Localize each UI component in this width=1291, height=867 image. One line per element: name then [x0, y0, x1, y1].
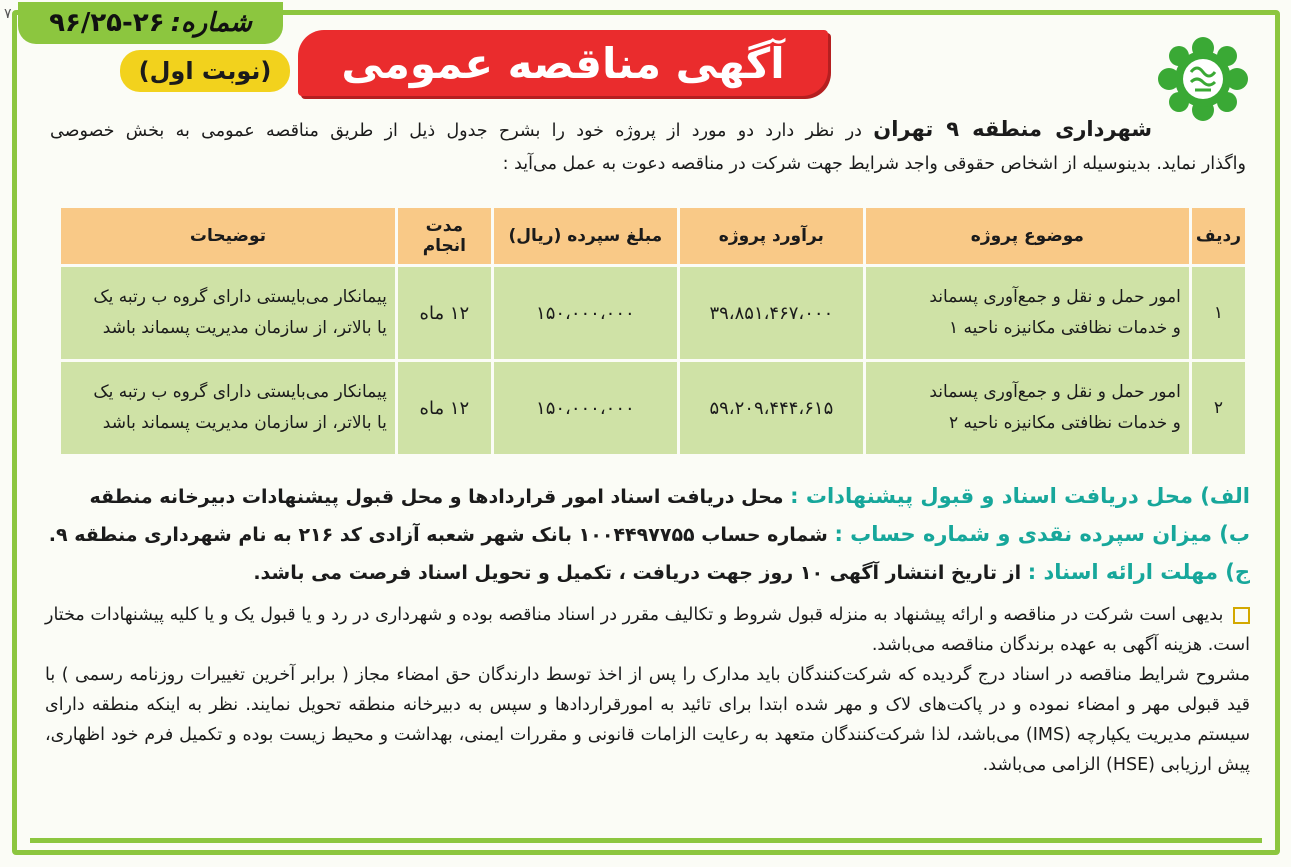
row-subject: [866, 362, 1189, 454]
corner-mark: ۷: [4, 6, 12, 22]
row-notes-line-1: پیمانکار می‌بایستی دارای گروه ب رتبه یک: [93, 382, 387, 402]
notice-number-label: شماره:: [170, 8, 252, 38]
turn-badge: (نوبت اول): [120, 50, 290, 92]
row-notes-line-2: یا بالاتر، از سازمان مدیریت پسماند باشد: [102, 413, 387, 433]
tehran-municipality-logo-icon: [1151, 34, 1255, 124]
section-a-text: محل دریافت اسناد امور قراردادها و محل قبول پیشنهادات دبیرخانه منطقه: [89, 486, 784, 508]
row-deposit: ۱۵۰،۰۰۰،۰۰۰: [494, 362, 677, 454]
row-notes: [61, 362, 395, 454]
intro-line-2: واگذار نماید. بدینوسیله از اشخاص حقوقی واجد شرایط جهت شرکت در مناقصه دعوت به عمل می‌آید :: [502, 154, 1246, 174]
row-deposit: ۱۵۰،۰۰۰،۰۰۰: [494, 267, 677, 359]
header-index: ردیف: [1192, 208, 1245, 264]
section-c-heading: ج) مهلت ارائه اسناد :: [1027, 560, 1250, 584]
notice-number-value: ۹۶/۲۵-۲۶: [49, 8, 165, 38]
row-notes-line-2: یا بالاتر، از سازمان مدیریت پسماند باشد: [102, 318, 387, 338]
section-b-text: شماره حساب ۱۰۰۴۴۹۷۷۵۵ بانک شهر شعبه آزادی کد ۲۱۶ به نام شهرداری منطقه ۹.: [48, 524, 828, 546]
row-subject-line-1: امور حمل و نقل و جمع‌آوری پسماند: [929, 382, 1181, 402]
section-a: [40, 478, 1250, 516]
row-estimate: ۳۹،۸۵۱،۴۶۷،۰۰۰: [680, 267, 863, 359]
header-notes: توضیحات: [61, 208, 395, 264]
row-notes-line-1: پیمانکار می‌بایستی دارای گروه ب رتبه یک: [93, 287, 387, 307]
row-estimate: ۵۹،۲۰۹،۴۴۴،۶۱۵: [680, 362, 863, 454]
organization-name: شهرداری منطقه ۹ تهران: [873, 117, 1152, 141]
row-notes: [61, 267, 395, 359]
section-b: [40, 516, 1250, 554]
table-row: [61, 362, 1245, 454]
notes-paragraph: [45, 600, 1250, 780]
bottom-rule: [30, 838, 1262, 843]
note-2: مشروح شرایط مناقصه در اسناد درج گردیده که شرکت‌کنندگان باید مدارک را پس از اخذ توسط دارندگان حق امضاء مجاز ( برابر آخرین تغییرات روزنامه رسمی ) با قید قبولی مهر و امضاء نموده و در پاکت‌های لاک و مهر شده ابتدا برای تائید به امورقراردادها و سپس به دبیرخانه منطقه تحویل نمایند. نظر به اینکه منطقه دارای سیستم مدیریت یکپارچه (IMS) می‌باشد، لذا شرکت‌کنندگان متعهد به رعایت الزامات قانونی و مقررات ایمنی، بهداشت و محیط زیست بوده و تکمیل فرم خود اظهاری، پیش ارزیابی (HSE) الزامی می‌باشد.: [45, 665, 1250, 775]
header-estimate: برآورد پروژه: [680, 208, 863, 264]
row-subject-line-2: و خدمات نظافتی مکانیزه ناحیه ۱: [949, 318, 1181, 338]
section-a-heading: الف) محل دریافت اسناد و قبول پیشنهادات :: [790, 484, 1250, 508]
conditions-sections: [40, 478, 1250, 592]
note-1: [45, 600, 1250, 660]
row-subject-line-1: امور حمل و نقل و جمع‌آوری پسماند: [929, 287, 1181, 307]
intro-text-1: در نظر دارد دو مورد از پروژه خود را بشرح جدول ذیل از طریق مناقصه عمومی به بخش خصوصی: [50, 121, 862, 141]
note-1-text: بدیهی است شرکت در مناقصه و ارائه پیشنهاد به منزله قبول شروط و تکالیف مقرر در اسناد مناقصه بوده و شهرداری در رد و یا قبول یک و یا کلیه پیشنهادات مختار است. هزینه آگهی به عهده برندگان مناقصه می‌باشد.: [45, 605, 1250, 655]
section-c-text: از تاریخ انتشار آگهی ۱۰ روز جهت دریافت ، تکمیل و تحویل اسناد فرصت می باشد.: [253, 562, 1022, 584]
intro-line-1: [50, 112, 1152, 148]
row-subject-line-2: و خدمات نظافتی مکانیزه ناحیه ۲: [949, 413, 1181, 433]
row-index: ۱: [1192, 267, 1245, 359]
header-deposit: مبلغ سپرده (ریال): [494, 208, 677, 264]
row-duration: ۱۲ ماه: [398, 267, 491, 359]
checkbox-square-icon: [1233, 607, 1250, 624]
header-subject: موضوع پروژه: [866, 208, 1189, 264]
section-b-heading: ب) میزان سپرده نقدی و شماره حساب :: [834, 522, 1250, 546]
notice-number-badge: [18, 2, 283, 44]
table-row: [61, 267, 1245, 359]
table-header-row: [61, 208, 1245, 264]
tender-table: [58, 205, 1248, 457]
title-banner: آگهی مناقصه عمومی: [298, 30, 828, 96]
row-index: ۲: [1192, 362, 1245, 454]
section-c: [40, 554, 1250, 592]
header-duration: مدت انجام: [398, 208, 491, 264]
row-duration: ۱۲ ماه: [398, 362, 491, 454]
row-subject: [866, 267, 1189, 359]
